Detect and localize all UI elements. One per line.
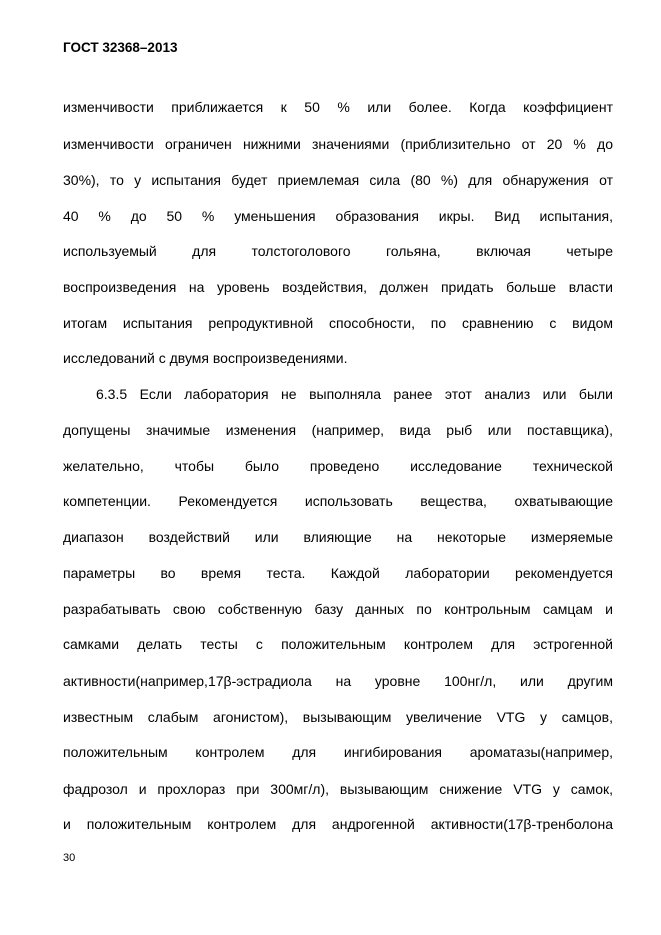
text-line: желательно, чтобы было проведено исследование технической	[63, 458, 613, 474]
text-line: фадрозол и прохлораз при 300мг/л), вызывающим снижение VTG у самок,	[63, 781, 613, 797]
text-line: 40 % до 50 % уменьшения образования икры. Вид испытания,	[63, 208, 613, 224]
text-line: и положительным контролем для андрогенной активности(17β-тренболона	[63, 816, 613, 832]
text-line: компетенции. Рекомендуется использовать вещества, охватывающие	[63, 493, 613, 509]
text-line: 30%), то у испытания будет приемлемая сила (80 %) для обнаружения от	[63, 172, 613, 188]
page-number: 30	[63, 852, 76, 864]
text-line: используемый для толстоголового гольяна, включая четыре	[63, 243, 613, 259]
text-line: известным слабым агонистом), вызывающим увеличение VTG у самцов,	[63, 709, 613, 725]
text-line: самками делать тесты с положительным контролем для эстрогенной	[63, 636, 613, 652]
text-line: изменчивости ограничен нижними значениями (приблизительно от 20 % до	[63, 136, 613, 152]
text-line: положительным контролем для ингибирования ароматазы(например,	[63, 744, 613, 760]
text-line: воспроизведения на уровень воздействия, должен придать больше власти	[63, 279, 613, 295]
text-line: исследований с двумя воспроизведениями.	[63, 350, 348, 366]
text-line: активности(например,17β-эстрадиола на уровне 100нг/л, или другим	[63, 673, 613, 689]
text-line: итогам испытания репродуктивной способности, по сравнению с видом	[63, 315, 613, 331]
text-line: разрабатывать свою собственную базу данных по контрольным самцам и	[63, 601, 613, 617]
text-line: изменчивости приближается к 50 % или более. Когда коэффициент	[63, 99, 613, 115]
text-line: допущены значимые изменения (например, вида рыб или поставщика),	[63, 422, 613, 438]
paragraph-start-line: 6.3.5 Если лаборатория не выполняла ранее этот анализ или были	[96, 386, 613, 402]
text-line: диапазон воздействий или влияющие на некоторые измеряемые	[63, 529, 613, 545]
text-line: параметры во время теста. Каждой лаборатории рекомендуется	[63, 565, 613, 581]
document-header: ГОСТ 32368–2013	[63, 40, 178, 55]
